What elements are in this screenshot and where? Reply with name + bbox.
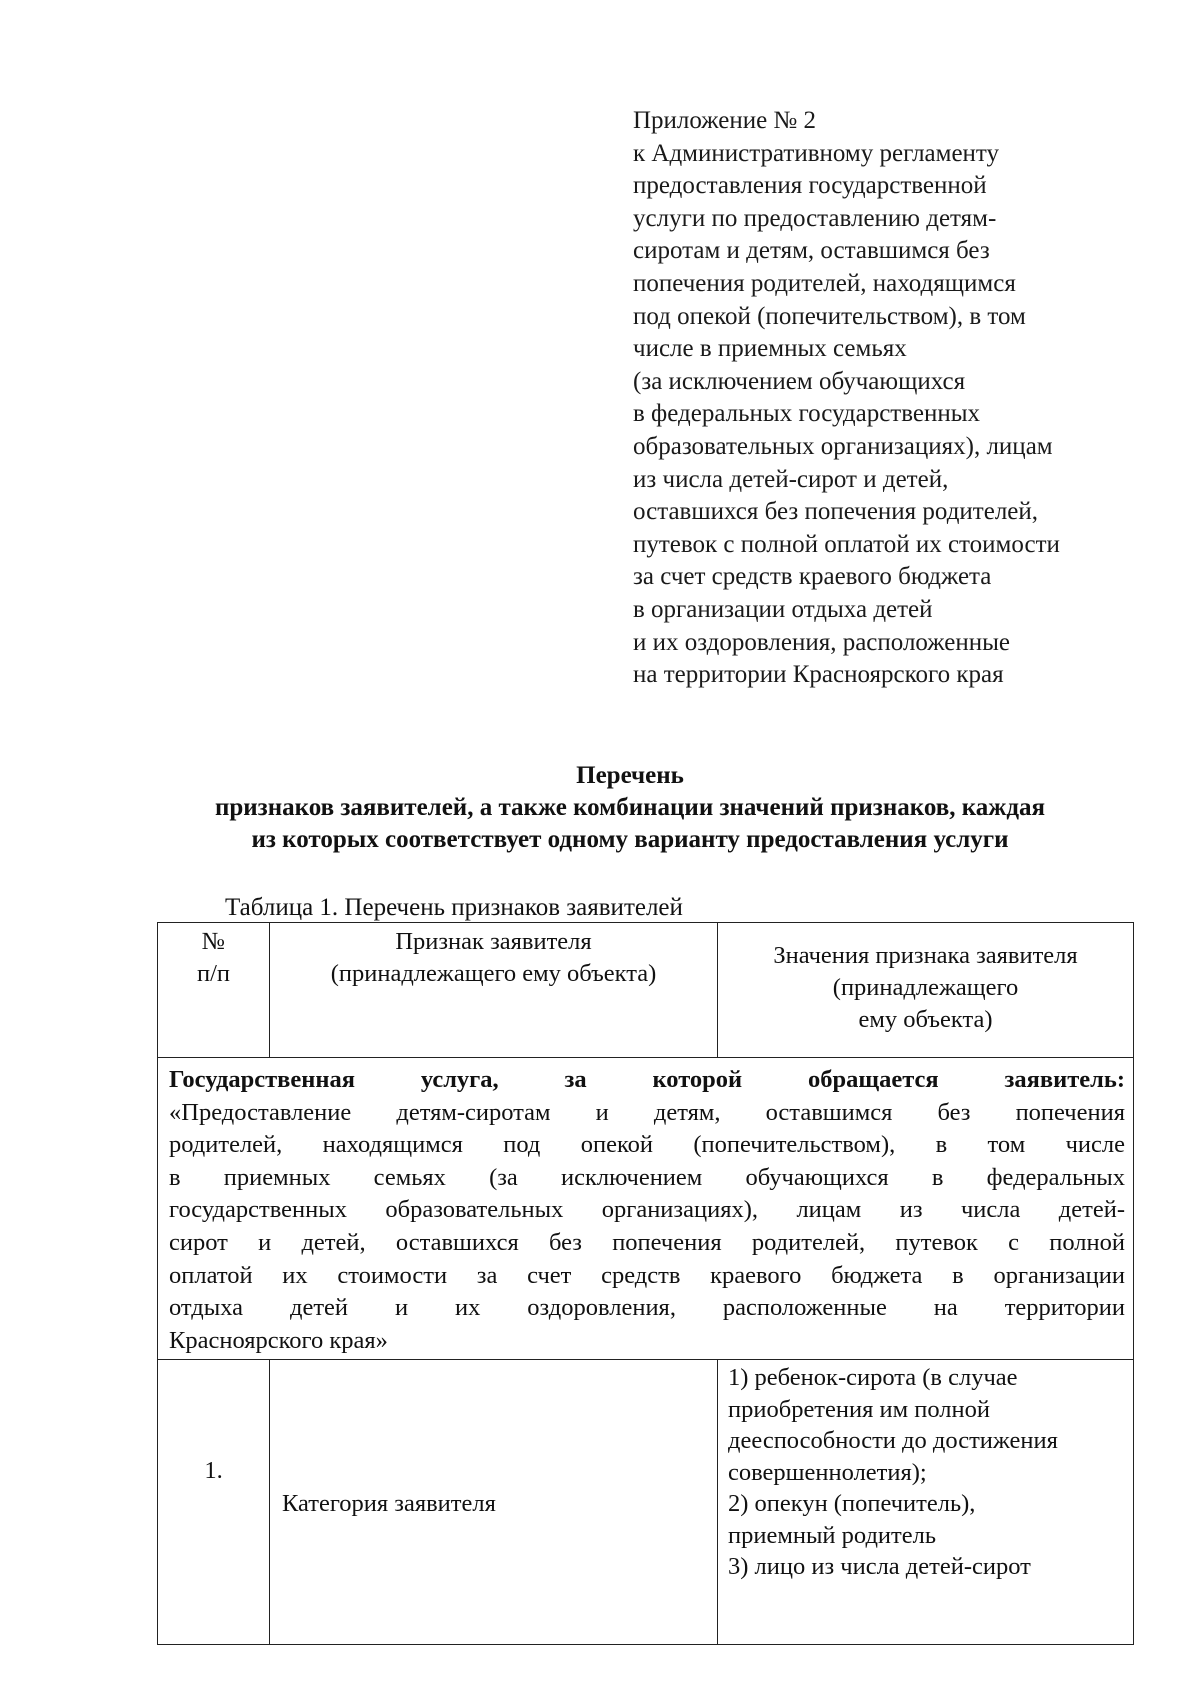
header-values-line: ему объекта) <box>858 1006 993 1033</box>
service-cell <box>158 1058 1134 1360</box>
service-row <box>158 1058 1134 1360</box>
appendix-line: за счет средств краевого бюджета <box>633 563 992 591</box>
header-attribute-line: Признак заявителя <box>395 928 592 955</box>
header-number-line: п/п <box>196 960 231 987</box>
header-attribute-line: (принадлежащего ему объекта) <box>330 960 657 987</box>
appendix-line: образовательных организациях), лицам <box>633 432 1053 460</box>
header-values <box>718 923 1134 1058</box>
row-attribute: Категория заявителя <box>270 1360 718 1645</box>
document-title <box>150 760 1110 856</box>
header-values-line: (принадлежащего <box>832 974 1019 1001</box>
service-text-line: государственных образовательных организациях), лицам из числа детей- <box>169 1196 1125 1224</box>
value-line: приобретения им полной <box>728 1395 990 1423</box>
service-text-line: в приемных семьях (за исключением обучающихся в федеральных <box>169 1163 1125 1191</box>
appendix-line: путевок с полной оплатой их стоимости <box>633 530 1060 558</box>
appendix-line: предоставления государственной <box>633 172 987 200</box>
service-text-last-line: Красноярского края» <box>169 1326 388 1354</box>
appendix-line: попечения родителей, находящимся <box>633 269 1016 297</box>
header-number <box>158 923 270 1058</box>
appendix-line: к Административному регламенту <box>633 139 1000 167</box>
row-values <box>718 1360 1134 1645</box>
table-caption: Таблица 1. Перечень признаков заявителей <box>225 894 683 921</box>
value-line: 3) лицо из числа детей-сирот <box>728 1553 1031 1581</box>
appendix-line: под опекой (попечительством), в том <box>633 302 1026 330</box>
header-attribute <box>270 923 718 1058</box>
appendix-line: в федеральных государственных <box>633 400 981 428</box>
appendix-line: и их оздоровления, расположенные <box>633 628 1010 656</box>
appendix-line: услуги по предоставлению детям- <box>633 204 997 232</box>
attributes-table <box>157 922 1134 1645</box>
value-line: дееспособности до достижения <box>728 1427 1058 1455</box>
title-line-3: из которых соответствует одному варианту предоставления услуги <box>251 826 1009 853</box>
service-text-line: оплатой их стоимости за счет средств краевого бюджета в организации <box>169 1261 1125 1289</box>
service-text-line: сирот и детей, оставшихся без попечения родителей, путевок с полной <box>169 1228 1125 1256</box>
title-line-2: признаков заявителей, а также комбинации значений признаков, каждая <box>214 794 1046 821</box>
table-row <box>158 1360 1134 1645</box>
appendix-line: из числа детей-сирот и детей, <box>633 465 949 493</box>
table-header-row <box>158 923 1134 1058</box>
appendix-line: числе в приемных семьях <box>633 335 907 363</box>
service-text-line: родителей, находящимся под опекой (попечительством), в том числе <box>169 1131 1125 1159</box>
appendix-header <box>633 105 1153 692</box>
appendix-line: сиротам и детям, оставшимся без <box>633 237 990 265</box>
appendix-line: оставшихся без попечения родителей, <box>633 498 1039 526</box>
value-line: 2) опекун (попечитель), <box>728 1490 976 1518</box>
appendix-line: в организации отдыха детей <box>633 595 933 623</box>
row-number: 1. <box>158 1360 270 1645</box>
appendix-line: Приложение № 2 <box>633 107 817 134</box>
title-line-1: Перечень <box>576 762 684 789</box>
service-text-line: «Предоставление детям-сиротам и детям, оставшимся без попечения <box>169 1098 1125 1126</box>
appendix-line: на территории Красноярского края <box>633 661 1004 689</box>
appendix-line: (за исключением обучающихся <box>633 367 966 395</box>
value-line: совершеннолетия); <box>728 1458 927 1486</box>
header-number-line: № <box>201 928 226 955</box>
value-line: приемный родитель <box>728 1521 937 1549</box>
header-values-line: Значения признака заявителя <box>773 942 1078 969</box>
service-label: Государственная услуга, за которой обращается заявитель: <box>169 1066 1125 1093</box>
value-line: 1) ребенок-сирота (в случае <box>728 1364 1018 1392</box>
service-text-line: отдыха детей и их оздоровления, расположенные на территории <box>169 1294 1125 1322</box>
